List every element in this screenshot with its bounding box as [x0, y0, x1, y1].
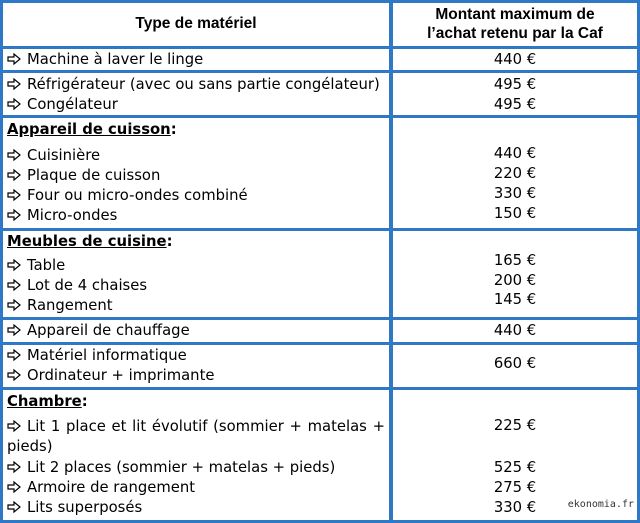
item-price: 440 €	[493, 145, 537, 162]
category-title	[7, 393, 88, 411]
table-row	[3, 49, 637, 70]
category-label: Meubles de cuisine	[7, 233, 167, 250]
right-arrow-icon	[7, 278, 21, 292]
header-amount-cell	[393, 3, 637, 46]
item-label: Armoire de rangement	[27, 479, 196, 496]
right-arrow-icon	[7, 258, 21, 272]
item-chauffage	[7, 322, 385, 340]
item-label: Réfrigérateur (avec ou sans partie congélateur)	[27, 76, 380, 93]
item-lit1	[7, 417, 385, 457]
item-price: 440 €	[493, 322, 537, 339]
item-price: 145 €	[493, 291, 537, 308]
item-chaises	[7, 277, 385, 295]
item-price: 275 €	[493, 479, 537, 496]
item-superposes	[7, 499, 385, 517]
amount-cell	[393, 49, 637, 70]
right-arrow-icon	[7, 168, 21, 182]
item-label: Cuisinière	[27, 147, 101, 164]
header-amount-line2: l’achat retenu par la Caf	[427, 25, 603, 42]
header-type-label: Type de matériel	[135, 15, 257, 32]
item-label: Lit 2 places (sommier + matelas + pieds)	[27, 459, 336, 476]
item-price: 150 €	[493, 205, 537, 222]
right-arrow-icon	[7, 348, 21, 362]
item-label: Lits superposés	[27, 499, 143, 516]
item-price: 330 €	[493, 499, 537, 516]
item-label: Micro-ondes	[27, 207, 118, 224]
item-armoire	[7, 479, 385, 497]
right-arrow-icon	[7, 500, 21, 514]
type-cell	[3, 49, 389, 70]
right-arrow-icon	[7, 460, 21, 474]
right-arrow-icon	[7, 323, 21, 337]
item-price: 660 €	[493, 355, 537, 372]
watermark: ekonomia.fr	[567, 499, 634, 510]
header-type-cell	[3, 3, 389, 46]
item-price: 165 €	[493, 252, 537, 269]
table-row	[3, 320, 637, 342]
category-label: Appareil de cuisson	[7, 121, 171, 138]
item-micro-ondes	[7, 207, 385, 225]
table-row	[3, 73, 637, 115]
item-informatique	[7, 347, 385, 365]
table-header	[3, 3, 637, 46]
right-arrow-icon	[7, 368, 21, 382]
table-row	[3, 345, 637, 387]
category-colon: :	[81, 393, 88, 410]
type-cell	[3, 118, 389, 228]
item-congelateur	[7, 96, 385, 114]
item-lit2	[7, 459, 385, 477]
item-four	[7, 187, 385, 205]
item-label: Table	[27, 257, 66, 274]
item-label: Ordinateur + imprimante	[27, 367, 215, 384]
amount-cell	[393, 320, 637, 342]
right-arrow-icon	[7, 480, 21, 494]
category-title	[7, 121, 177, 139]
category-label: Chambre	[7, 393, 82, 410]
amount-cell	[393, 345, 637, 387]
type-cell	[3, 320, 389, 342]
item-table	[7, 257, 385, 275]
item-label: Congélateur	[27, 96, 118, 113]
item-label: Plaque de cuisson	[27, 167, 161, 184]
item-rangement	[7, 297, 385, 315]
header-amount-line1: Montant maximum de	[435, 6, 595, 23]
category-colon: :	[170, 121, 177, 138]
right-arrow-icon	[7, 208, 21, 222]
amount-cell	[393, 73, 637, 115]
item-price: 440 €	[493, 51, 537, 68]
item-cuisiniere	[7, 147, 385, 165]
category-colon: :	[166, 233, 173, 250]
item-label: Rangement	[27, 297, 113, 314]
item-machine-laver	[7, 51, 385, 69]
item-label: Lit 1 place et lit évolutif (sommier + matelas + pieds)	[7, 418, 385, 455]
amount-cell	[393, 231, 637, 317]
type-cell	[3, 231, 389, 317]
item-price: 200 €	[493, 272, 537, 289]
item-label: Four ou micro-ondes combiné	[27, 187, 248, 204]
item-price: 495 €	[493, 96, 537, 113]
category-title	[7, 233, 172, 251]
right-arrow-icon	[7, 419, 21, 433]
right-arrow-icon	[7, 52, 21, 66]
amount-cell	[393, 118, 637, 228]
type-cell	[3, 345, 389, 387]
item-price: 225 €	[493, 417, 537, 434]
type-cell	[3, 73, 389, 115]
item-price: 525 €	[493, 459, 537, 476]
table-row	[3, 118, 637, 228]
right-arrow-icon	[7, 97, 21, 111]
item-plaque	[7, 167, 385, 185]
item-price: 330 €	[493, 185, 537, 202]
item-price: 495 €	[493, 76, 537, 93]
type-cell	[3, 390, 389, 520]
right-arrow-icon	[7, 77, 21, 91]
right-arrow-icon	[7, 298, 21, 312]
item-price: 220 €	[493, 165, 537, 182]
item-label: Machine à laver le linge	[27, 51, 204, 68]
item-label: Matériel informatique	[27, 347, 187, 364]
right-arrow-icon	[7, 188, 21, 202]
item-refrigerateur	[7, 76, 385, 94]
table-row	[3, 231, 637, 317]
item-label: Appareil de chauffage	[27, 322, 190, 339]
table-row	[3, 390, 637, 520]
item-ordinateur	[7, 367, 385, 385]
right-arrow-icon	[7, 148, 21, 162]
item-label: Lot de 4 chaises	[27, 277, 148, 294]
